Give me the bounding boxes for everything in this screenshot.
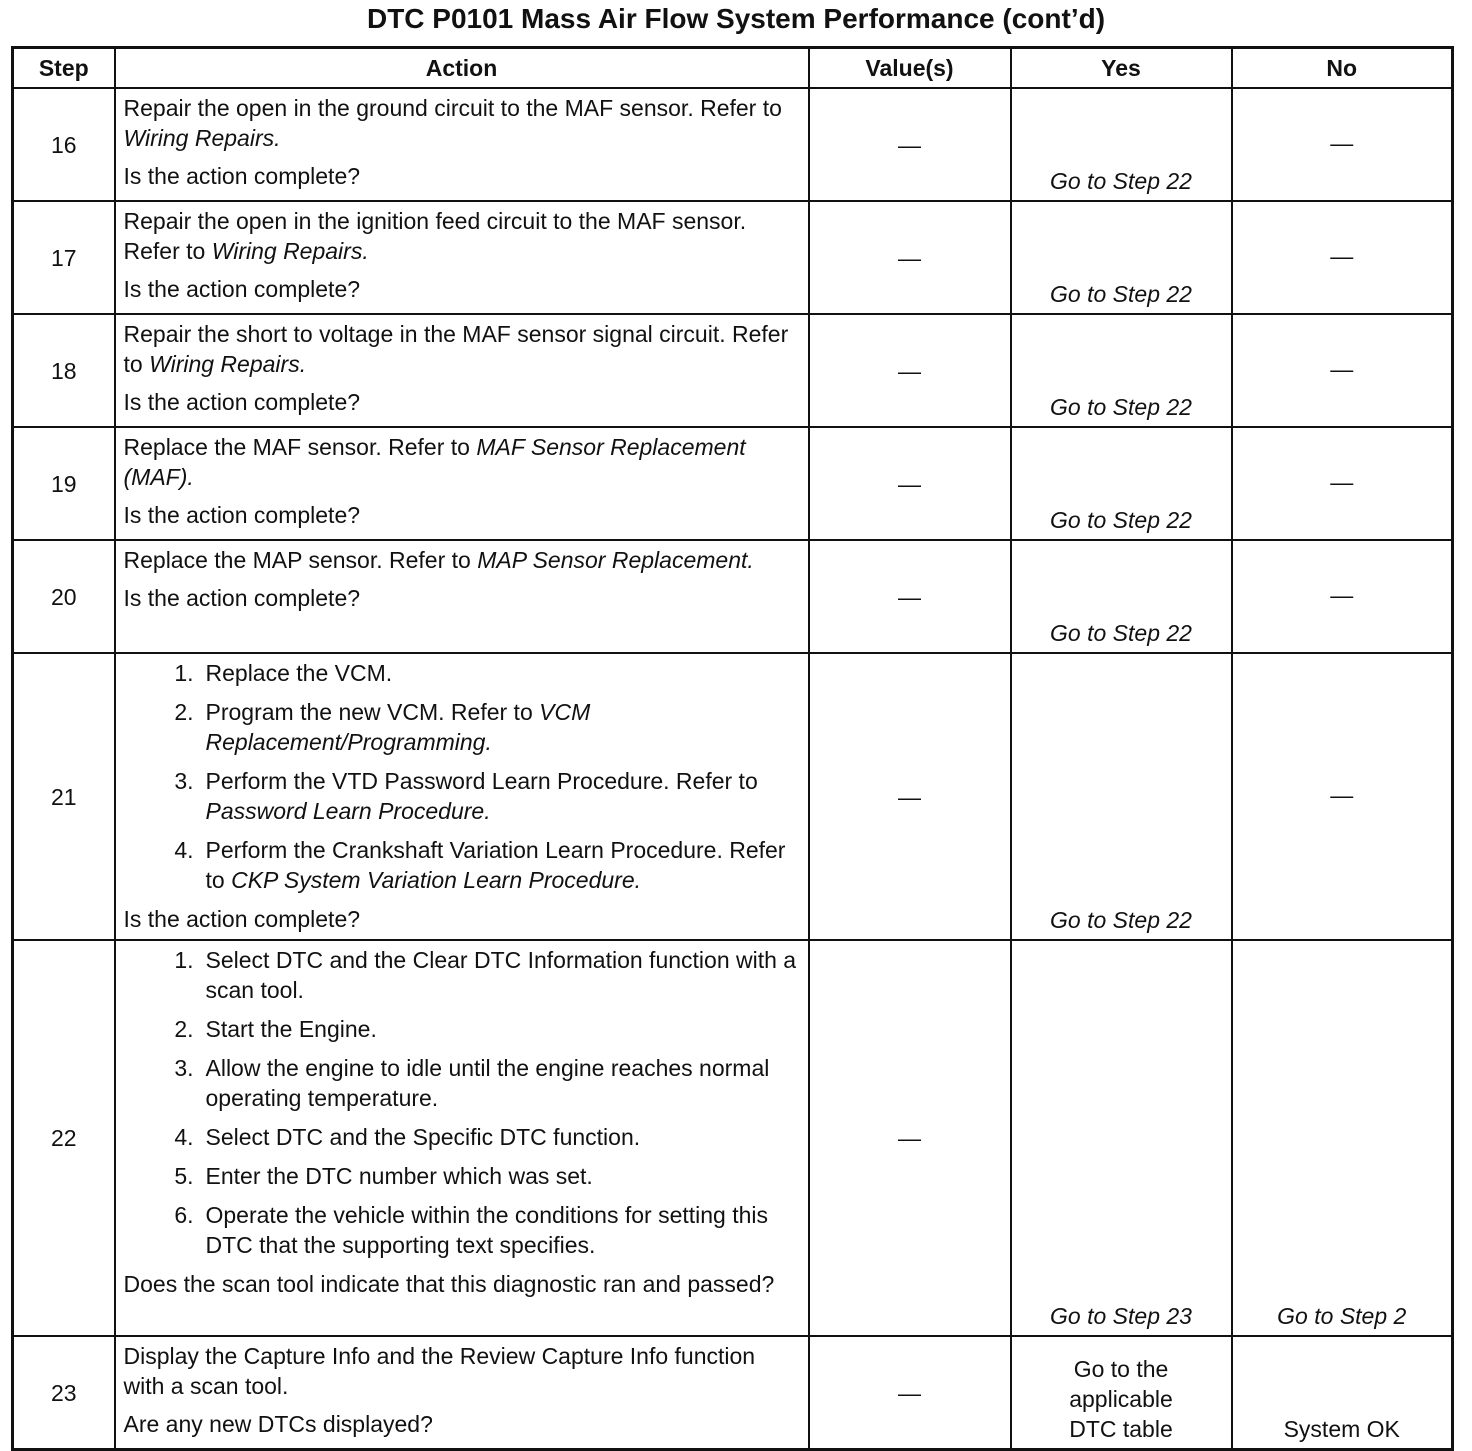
no-cell: Go to Step 2 — [1232, 940, 1453, 1336]
reference-link: MAF Sensor Replacement (MAF). — [123, 434, 746, 490]
no-cell: — — [1232, 314, 1453, 427]
value-cell: — — [809, 1336, 1011, 1450]
step-number: 20 — [13, 540, 115, 653]
yes-cell: Go to Step 22 — [1011, 653, 1232, 940]
step-number: 23 — [13, 1336, 115, 1450]
list-item: 3. Perform the VTD Password Learn Procedure. Refer to Password Learn Procedure. — [174, 768, 758, 824]
no-cell: — — [1232, 653, 1453, 940]
reference-link: Password Learn Procedure. — [205, 798, 491, 824]
table-row — [13, 88, 1453, 201]
step-number: 17 — [13, 201, 115, 314]
action-question: Is the action complete? — [123, 163, 361, 189]
list-item: 2. Start the Engine. — [174, 1016, 377, 1042]
yes-cell: Go to Step 22 — [1011, 88, 1232, 201]
reference-link: MAP Sensor Replacement. — [477, 547, 754, 573]
action-question: Is the action complete? — [123, 906, 361, 932]
table-row — [13, 653, 1453, 940]
table-row — [13, 940, 1453, 1336]
reference-link: Wiring Repairs. — [149, 351, 307, 377]
procedure-list — [124, 658, 802, 895]
action-cell — [115, 940, 809, 1336]
yes-cell: Go to Step 22 — [1011, 201, 1232, 314]
yes-cell: Go to the applicable DTC table — [1011, 1336, 1232, 1450]
list-item: 6. Operate the vehicle within the conditions for setting this DTC that the supporting text specifies. — [174, 1202, 769, 1258]
diagnostic-table — [11, 46, 1454, 1451]
value-cell: — — [809, 940, 1011, 1336]
list-item: 1. Select DTC and the Clear DTC Information function with a scan tool. — [174, 947, 797, 1003]
header-action: Action — [115, 48, 809, 89]
no-cell: — — [1232, 427, 1453, 540]
list-item: 4. Perform the Crankshaft Variation Learn Procedure. Refer to CKP System Variation Learn Procedure. — [174, 837, 786, 893]
header-step: Step — [13, 48, 115, 89]
yes-cell: Go to Step 23 — [1011, 940, 1232, 1336]
value-cell: — — [809, 201, 1011, 314]
table-row — [13, 540, 1453, 653]
action-text: Repair the short to voltage in the MAF sensor signal circuit. Refer to Wiring Repairs. — [123, 321, 789, 377]
table-row — [13, 201, 1453, 314]
no-cell: — — [1232, 540, 1453, 653]
action-text: Display the Capture Info and the Review Capture Info function with a scan tool. — [123, 1343, 756, 1399]
table-header-row — [13, 48, 1453, 89]
action-question: Is the action complete? — [123, 585, 361, 611]
value-cell: — — [809, 540, 1011, 653]
step-number: 22 — [13, 940, 115, 1336]
reference-link: VCM Replacement/Programming. — [205, 699, 591, 755]
action-text: Replace the MAP sensor. Refer to MAP Sensor Replacement. — [123, 547, 754, 573]
no-cell: System OK — [1232, 1336, 1453, 1450]
action-cell — [115, 314, 809, 427]
no-cell: — — [1232, 201, 1453, 314]
action-question: Does the scan tool indicate that this diagnostic ran and passed? — [123, 1271, 775, 1297]
action-question: Is the action complete? — [123, 276, 361, 302]
no-cell: — — [1232, 88, 1453, 201]
step-number: 18 — [13, 314, 115, 427]
action-cell — [115, 653, 809, 940]
yes-cell: Go to Step 22 — [1011, 540, 1232, 653]
list-item: 2. Program the new VCM. Refer to VCM Replacement/Programming. — [174, 699, 591, 755]
list-item: 3. Allow the engine to idle until the engine reaches normal operating temperature. — [174, 1055, 770, 1111]
page-title: DTC P0101 Mass Air Flow System Performance (cont’d) — [366, 3, 1106, 34]
header-yes: Yes — [1011, 48, 1232, 89]
table-row — [13, 1336, 1453, 1450]
value-cell: — — [809, 314, 1011, 427]
action-text: Replace the MAF sensor. Refer to MAF Sensor Replacement (MAF). — [123, 434, 746, 490]
action-cell — [115, 88, 809, 201]
action-text: Repair the open in the ignition feed circuit to the MAF sensor. Refer to Wiring Repairs. — [123, 208, 747, 264]
action-cell — [115, 427, 809, 540]
step-number: 21 — [13, 653, 115, 940]
step-number: 16 — [13, 88, 115, 201]
action-text: Repair the open in the ground circuit to the MAF sensor. Refer to Wiring Repairs. — [123, 95, 782, 151]
action-question: Are any new DTCs displayed? — [123, 1411, 433, 1437]
list-item: 4. Select DTC and the Specific DTC function. — [174, 1124, 641, 1150]
reference-link: Wiring Repairs. — [211, 238, 369, 264]
step-number: 19 — [13, 427, 115, 540]
header-values: Value(s) — [809, 48, 1011, 89]
table-row — [13, 314, 1453, 427]
value-cell: — — [809, 88, 1011, 201]
table-row — [13, 427, 1453, 540]
procedure-list — [124, 945, 802, 1260]
yes-cell: Go to Step 22 — [1011, 314, 1232, 427]
action-cell — [115, 1336, 809, 1450]
value-cell: — — [809, 653, 1011, 940]
value-cell: — — [809, 427, 1011, 540]
action-question: Is the action complete? — [123, 389, 361, 415]
yes-cell: Go to Step 22 — [1011, 427, 1232, 540]
action-question: Is the action complete? — [123, 502, 361, 528]
list-item: 1. Replace the VCM. — [174, 660, 393, 686]
reference-link: CKP System Variation Learn Procedure. — [231, 867, 642, 893]
list-item: 5. Enter the DTC number which was set. — [174, 1163, 593, 1189]
header-no: No — [1232, 48, 1453, 89]
reference-link: Wiring Repairs. — [123, 125, 281, 151]
action-cell — [115, 540, 809, 653]
action-cell — [115, 201, 809, 314]
